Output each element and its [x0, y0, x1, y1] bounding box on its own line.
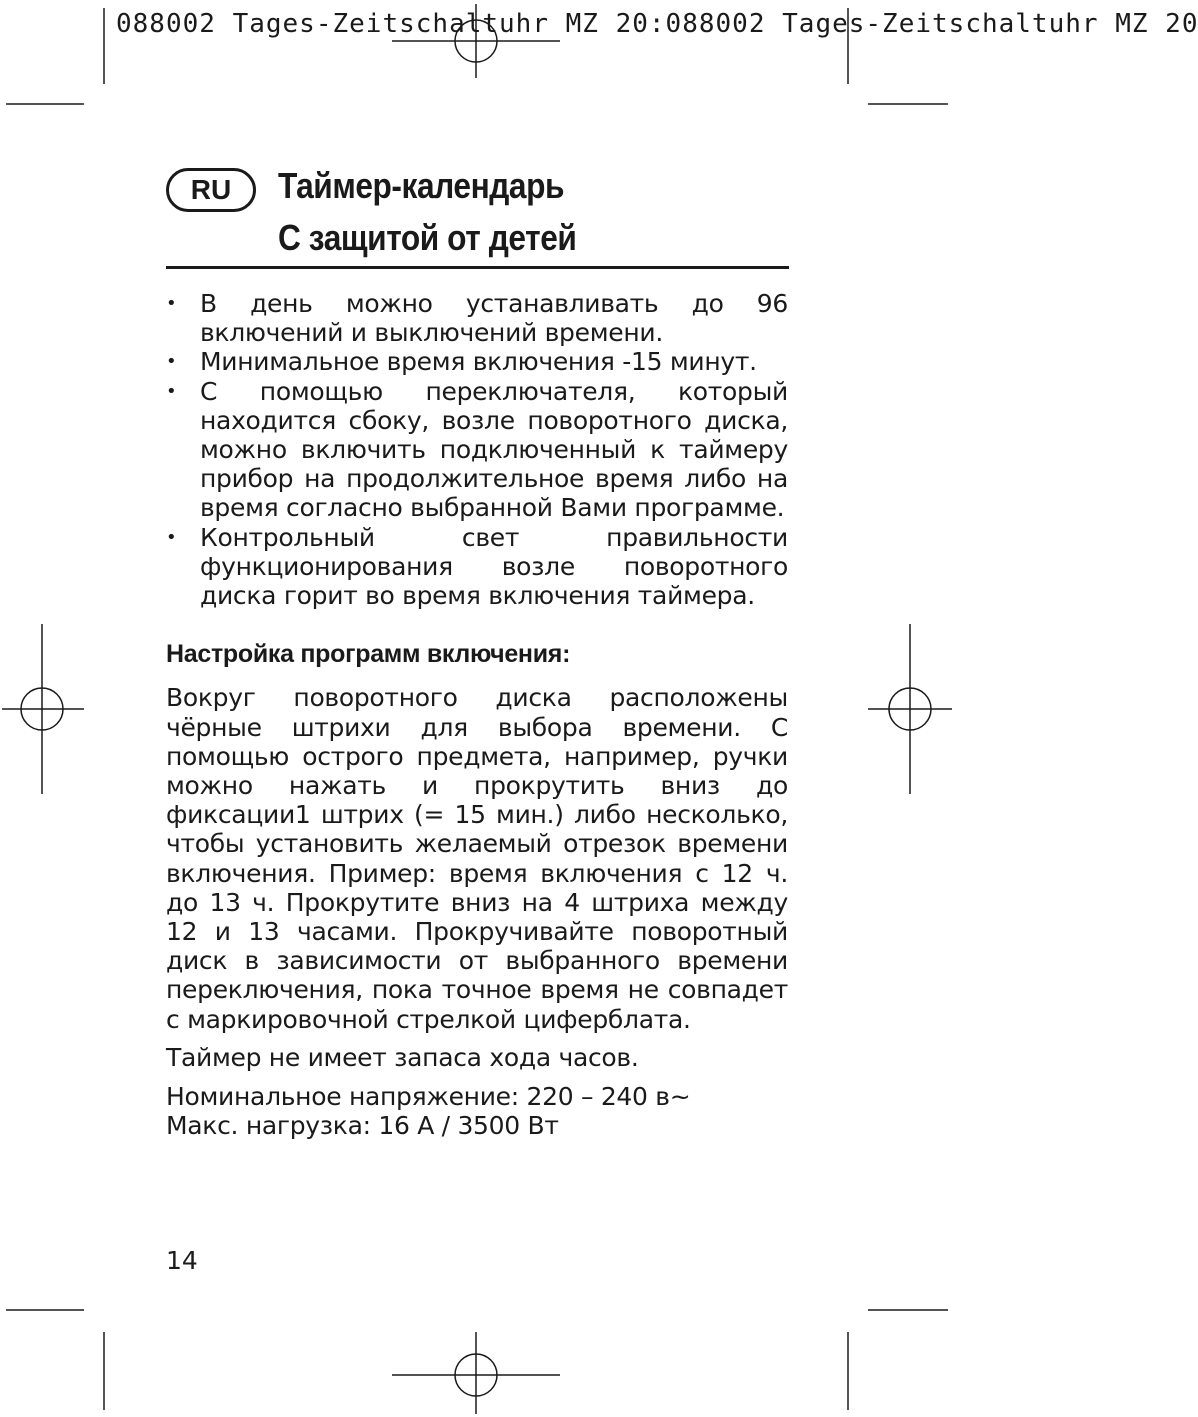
feature-list [166, 289, 788, 610]
power-reserve-note: Таймер не имеет запаса хода часов. [166, 1042, 639, 1072]
registration-mark-bottom [392, 1332, 560, 1414]
rated-voltage: Номинальное напряжение: 220 – 240 в~ [166, 1082, 691, 1112]
list-item: • Минимальное время включения -15 минут. [166, 347, 788, 376]
title-underline [166, 266, 789, 269]
list-item: • В день можно устанавливать до 96 включений и выключений времени. [166, 289, 788, 347]
language-badge: RU [166, 168, 256, 212]
main-content [166, 289, 788, 1140]
instructions-paragraph: Вокруг поворотного диска расположены чёрные штрихи для выбора времени. С помощью острого предмета, например, ручки можно нажать и прокрутить вниз до фиксации1 штрих (= 15 мин.) либо несколько, чтобы установить желаемый отрезок времени включения. Пример: время включения с 12 ч. до 13 ч. Прокрутите вниз на 4 штриха между 12 и 13 часами. Прокручивайте поворотный диск в зависимости от выбранного времени переключения, пока точное время не совпадет с маркировочной стрелкой циферблата. [166, 683, 788, 1034]
max-load: Макс. нагрузка: 16 А / 3500 Вт [166, 1111, 559, 1141]
registration-mark-left [2, 624, 84, 794]
title-line-1: Таймер-календарь [278, 165, 565, 206]
title-line-2: С защитой от детей [278, 217, 577, 258]
list-item: • Контрольный свет правильности функционирования возле поворотного диска горит во время включения таймера. [166, 523, 788, 611]
page-title [278, 160, 736, 264]
section-heading: Настройка программ включения: [166, 640, 571, 669]
registration-mark-right [868, 624, 952, 794]
page-number: 14 [166, 1246, 198, 1275]
print-slug-line: 088002 Tages-Zeitschaltuhr MZ 20:088002 Tages-Zeitschaltuhr MZ 20 [116, 9, 1198, 39]
list-item: • С помощью переключателя, который находится сбоку, возле поворотного диска, можно включить подключенный к таймеру прибор на продолжительное время либо на время согласно выбранной Вами программе. [166, 377, 788, 523]
